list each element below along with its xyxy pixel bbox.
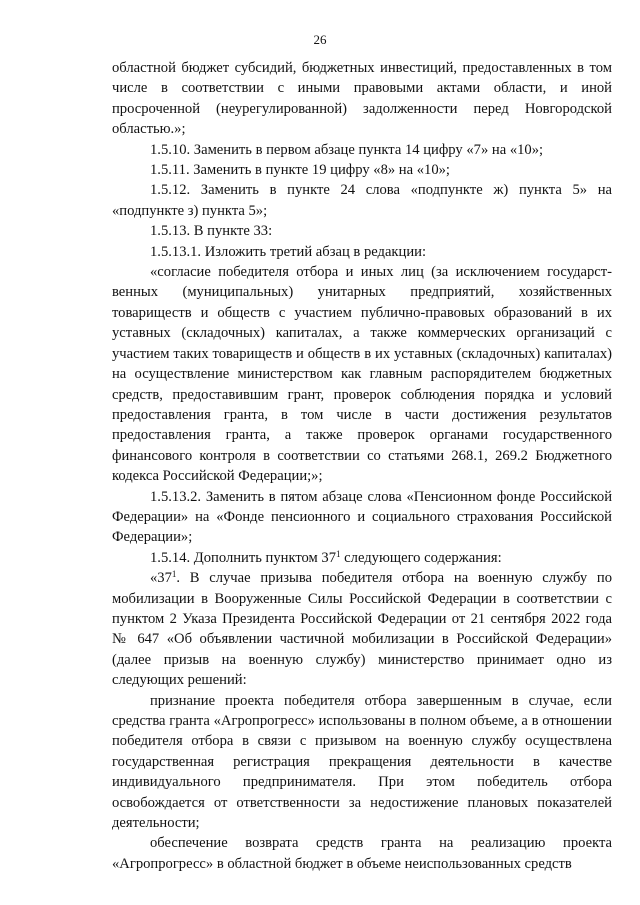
paragraph-item-1-5-14-pre: 1.5.14. Дополнить пунктом 37 [150,549,337,566]
paragraph-item-1-5-10: 1.5.10. Заменить в первом абзаце пункта 14 цифру «7» на «10»; [150,141,544,158]
superscript-marker: 1 [336,548,341,559]
paragraph-point-37-1-pre: «37 [150,570,172,587]
paragraph-point-37-1 [112,568,612,690]
page-number: 26 [313,32,327,47]
paragraph-continuation: областной бюджет субсидий, бюджетных инвестиций, предоставленных в том числе в соответствии с иными правовыми актами области, и иной просроченной (неурегулированной) задолженности перед Новгородской областью.»; [112,60,612,138]
document-body [112,58,612,874]
paragraph-quoted-consent: «согласие победителя отбора и иных лиц (за исключением государст-венных (муниципальных) унитарных предприятий, хозяйственных товариществ и обществ с участием публично-правовых образований в их уставных (складочных) капиталах, а также коммерческих организаций с участием таких товариществ и обществ в их уставных (складочных) капиталах) на осуществление министерством как главным распорядителем бюджетных средств, предоставившим грант, проверок соблюдения порядка и условий предоставления гранта, в том числе в части достижения результатов предоставления гранта, а также проверок органами государственного финансового контроля в соответствии со статьями 268.1, 269.2 Бюджетного кодекса Российской Федерации;»; [112,264,612,485]
paragraph-item-1-5-13-1: 1.5.13.1. Изложить третий абзац в редакции: [150,243,426,260]
superscript-marker: 1 [171,569,177,580]
paragraph-item-1-5-14-post: следующего содержания: [340,549,502,566]
paragraph-decision-completion: признание проекта победителя отбора завершенным в случае, если средства гранта «Агропрогресс» использованы в полном объеме, а в отношении победителя отбора в связи с призывом на военную службу осуществлена государственная регистрация прекращения деятельности в качестве индивидуального предпринимателя. При этом победитель отбора освобождается от ответственности за недостижение плановых показателей деятельности; [112,692,612,832]
paragraph-item-1-5-12: 1.5.12. Заменить в пункте 24 слова «подпункте ж) пункта 5» на «подпункте з) пункта 5»; [112,182,612,219]
paragraph-item-1-5-14 [112,548,612,568]
paragraph-decision-refund: обеспечение возврата средств гранта на реализацию проекта «Агропрогресс» в областной бюджет в объеме неиспользованных средств [112,835,612,872]
paragraph-item-1-5-13: 1.5.13. В пункте 33: [150,223,273,240]
paragraph-item-1-5-11: 1.5.11. Заменить в пункте 19 цифру «8» на «10»; [150,162,450,179]
paragraph-point-37-1-post: . В случае призыва победителя отбора на военную службу по мобилизации в Вооруженные Силы Российской Федерации в соответствии с пунктом 2 Указа Президента Российской Федерации от 21 сентября 2022 года № 647 «Об объявлении частичной мобилизации в Российской Федерации» (далее призыв на военную службу) министерство принимает одно из следующих решений: [112,570,612,689]
paragraph-item-1-5-13-2: 1.5.13.2. Заменить в пятом абзаце слова «Пенсионном фонде Российской Федерации» на «Фонде пенсионного и социального страхования Российской Федерации»; [112,488,612,546]
